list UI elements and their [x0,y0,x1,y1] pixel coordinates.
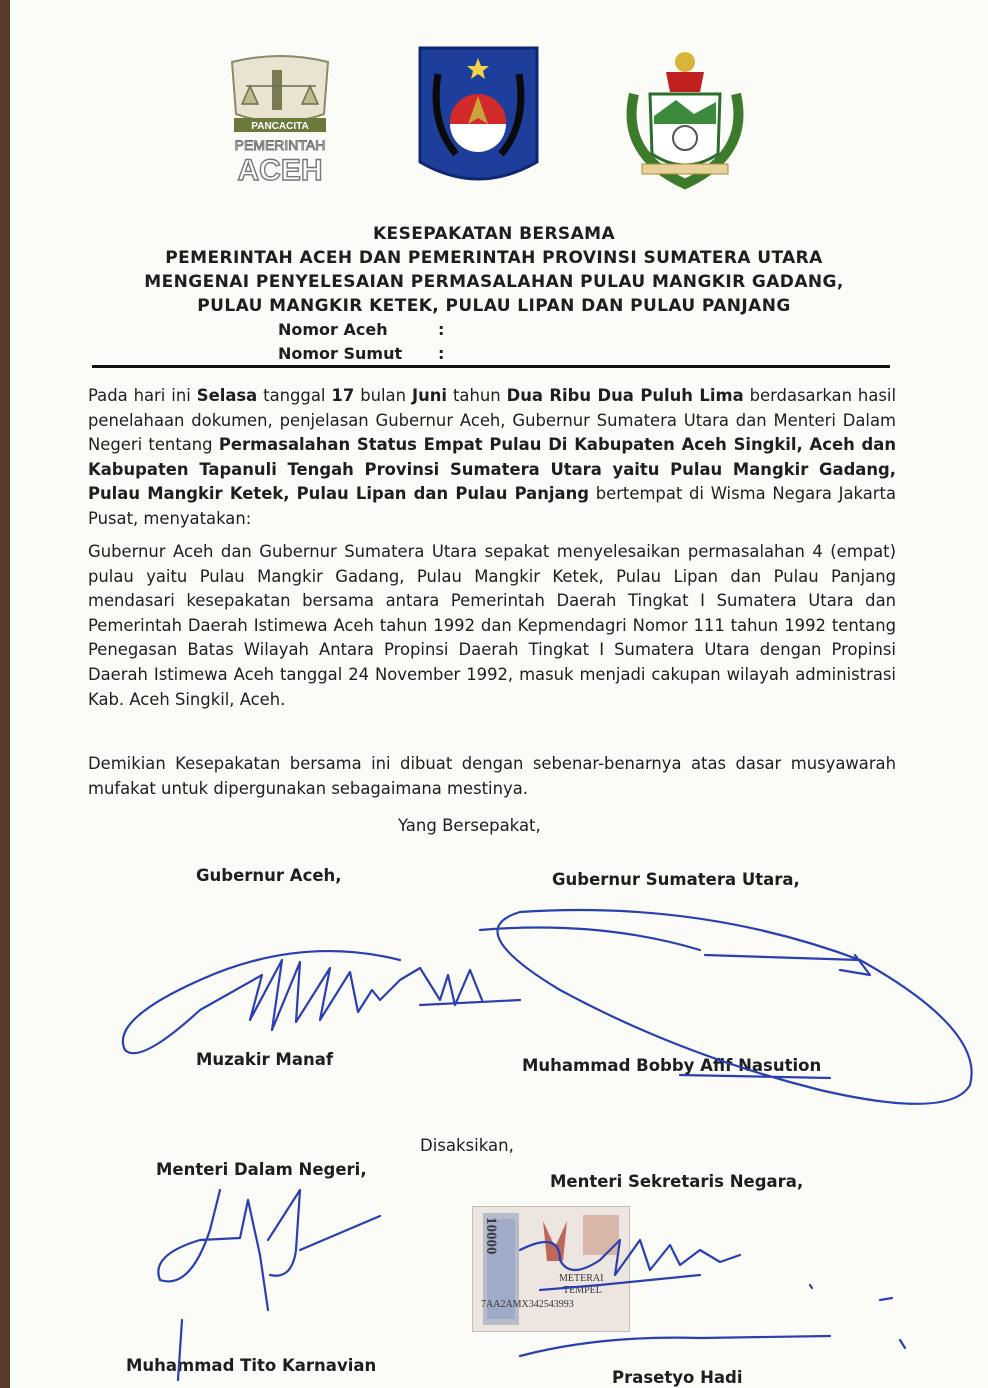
closing-text: Yang Bersepakat, [398,816,541,835]
p1-text-4: tahun [447,386,507,405]
p1-text-6: bertempat di Wisma Negara Jakarta Pusat, menyatakan: [88,484,896,528]
meterai-serial: 7AA2AMX342543993 [481,1299,574,1310]
minister-state-secretary-name: Prasetyo Hadi [612,1368,743,1387]
nomor-sumut-label: Nomor Sumut [278,344,403,363]
meterai-line1: METERAI [559,1273,604,1284]
signature-muzakir-manaf [123,951,520,1053]
nomor-sumut-colon: : [438,344,445,363]
p1-text-2: tanggal [257,386,332,405]
p1-text-1: Pada hari ini [88,386,197,405]
heading-line3: MENGENAI PENYELESAIAN PERMASALAHAN PULAU MANGKIR GADANG, [144,272,844,292]
meterai-line2: TEMPEL [563,1285,602,1296]
witness-label: Disaksikan, [420,1136,514,1155]
paragraph-closing: Demikian Kesepakatan bersama ini dibuat dengan sebenar-benarnya atas dasar musyawarah mufakat untuk dipergunakan sebagaimana mestinya. [88,754,896,798]
p1-year: Dua Ribu Dua Puluh Lima [506,386,744,405]
p1-topic: Permasalahan Status Empat Pulau Di Kabupaten Aceh Singkil, Aceh dan Kabupaten Tapanuli Tengah Provinsi Sumatera Utara yaitu Pulau Mangkir Gadang, Pulau Mangkir Ketek, Pulau Lipan dan Pulau Panjang [88,435,896,504]
p1-text-5: berdasarkan hasil penelahaan dokumen, penjelasan Gubernur Aceh, Gubernur Sumatera Utara dan Menteri Dalam Negeri tentang [88,386,897,455]
governor-aceh-name: Muzakir Manaf [196,1050,334,1069]
p1-text-3: bulan [354,386,412,405]
heading-line4: PULAU MANGKIR KETEK, PULAU LIPAN DAN PULAU PANJANG [197,296,791,316]
governor-sumut-name: Muhammad Bobby Afif Nasution [522,1056,822,1075]
signature-tito-karnavian [158,1190,380,1380]
p1-month: Juni [411,386,448,405]
aceh-logo-line1: PANCACITA [251,121,309,132]
p1-date: 17 [331,386,355,405]
heading-line1: KESEPAKATAN BERSAMA [372,224,616,244]
aceh-logo-line2: PEMERINTAH [234,137,326,153]
aceh-logo-line3: ACEH [237,154,323,187]
nomor-aceh-label: Nomor Aceh [278,320,388,339]
nomor-aceh-colon: : [438,320,445,339]
minister-home-affairs-title: Menteri Dalam Negeri, [156,1160,367,1179]
governor-sumut-title: Gubernur Sumatera Utara, [552,870,800,889]
signature-bobby-nasution [480,910,972,1104]
meterai-value: 10000 [483,1217,499,1255]
paragraph-agreement: Gubernur Aceh dan Gubernur Sumatera Utara sepakat menyelesaikan permasalahan 4 (empat) pulau yaitu Pulau Mangkir Gadang, Pulau Mangkir Ketek, Pulau Lipan dan Pulau Panjang mendasari kesepakatan bersama antara Pemerintah Daerah Tingkat I Sumatera Utara dan Pemerintah Daerah Istimewa Aceh tahun 1992 dan Kepmendagri Nomor 111 tahun 1992 tentang Penegasan Batas Wilayah Antara Propinsi Daerah Tingkat I Sumatera Utara dengan Propinsi Daerah Istimewa Aceh tanggal 24 November 1992, masuk menjadi cakupan wilayah administrasi Kab. Aceh Singkil, Aceh. [88,542,896,709]
p1-day: Selasa [196,386,258,405]
minister-state-secretary-title: Menteri Sekretaris Negara, [550,1172,804,1191]
minister-home-affairs-name: Muhammad Tito Karnavian [126,1356,377,1375]
heading-line2: PEMERINTAH ACEH DAN PEMERINTAH PROVINSI SUMATERA UTARA [165,248,823,268]
governor-aceh-title: Gubernur Aceh, [196,866,342,885]
signature-prasetyo-hadi [520,1240,905,1356]
